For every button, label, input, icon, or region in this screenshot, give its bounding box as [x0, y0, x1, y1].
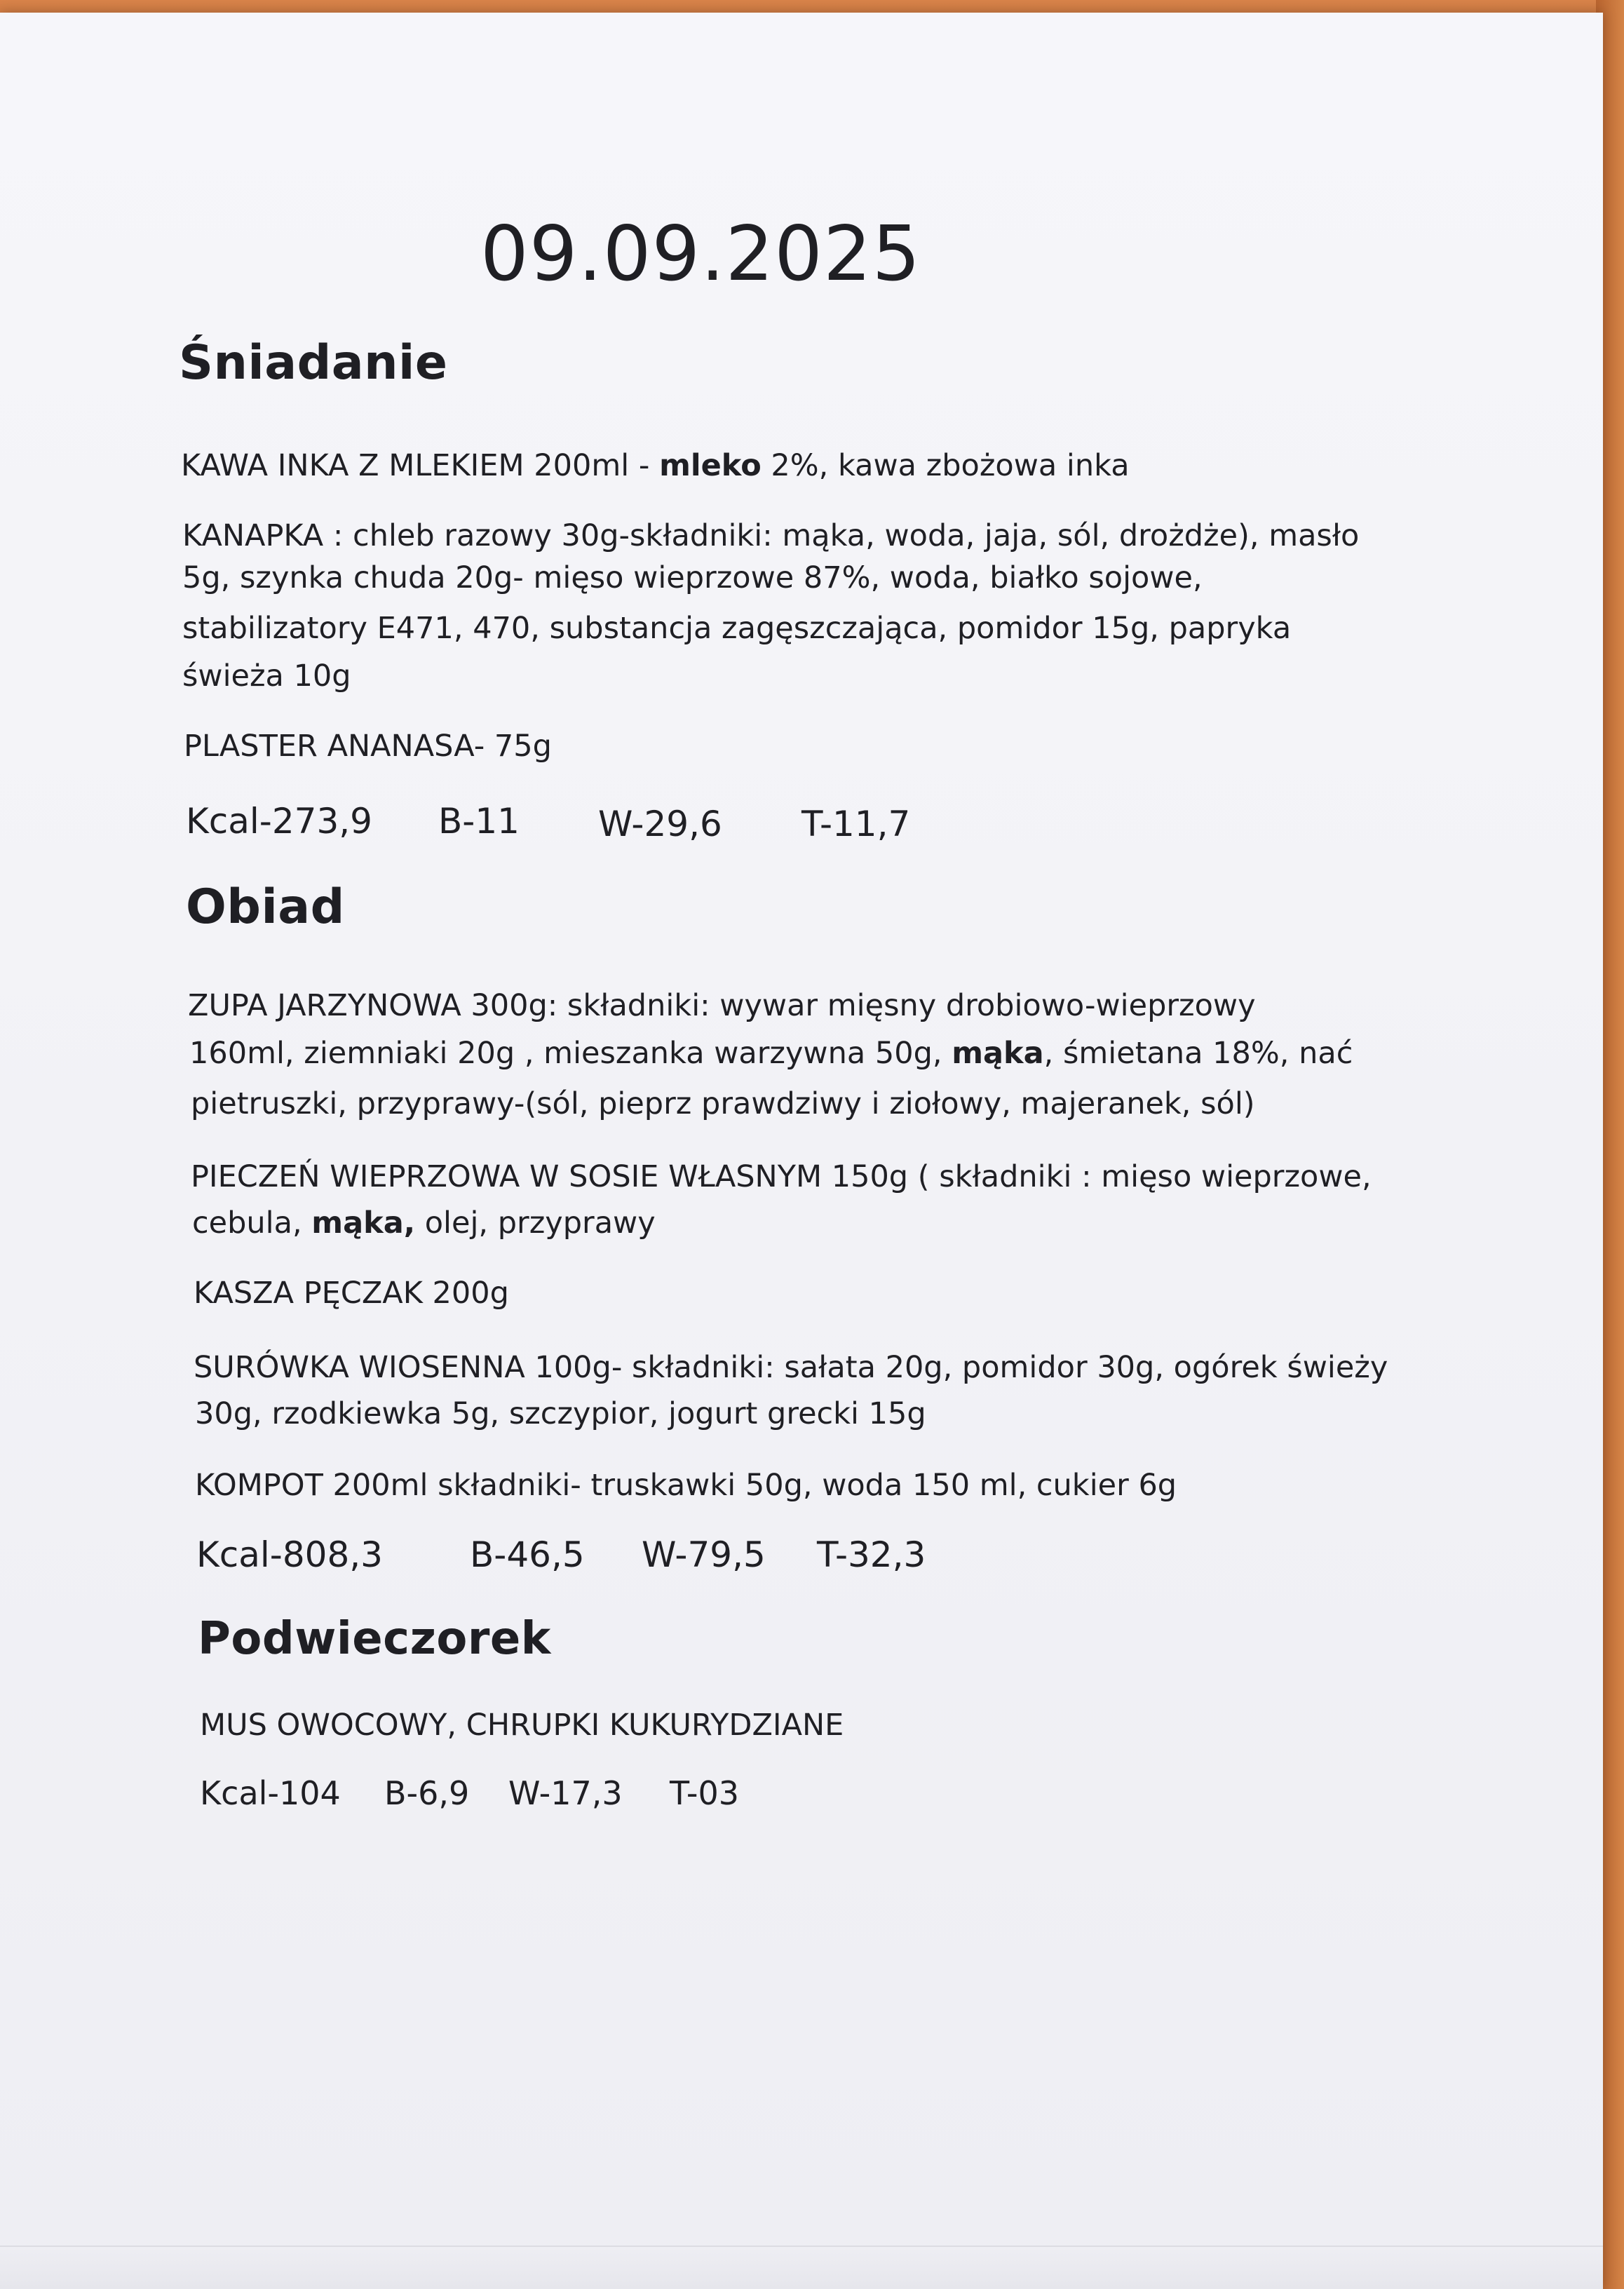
section-title-lunch: Obiad	[186, 879, 345, 935]
breakfast-sandwich-line-3: stabilizatory E471, 470, substancja zagęszczająca, pomidor 15g, papryka	[182, 611, 1292, 646]
lunch-soup-line-1: ZUPA JARZYNOWA 300g: składniki: wywar mięsny drobiowo-wieprzowy	[188, 988, 1256, 1023]
lunch-salad-line-1: SURÓWKA WIOSENNA 100g- składniki: sałata 20g, pomidor 30g, ogórek świeży	[194, 1350, 1388, 1385]
breakfast-coffee: KAWA INKA Z MLEKIEM 200ml - mleko 2%, kawa zbożowa inka	[181, 448, 1130, 483]
lunch-carbs: W-79,5	[642, 1534, 766, 1575]
breakfast-kcal: Kcal-273,9	[186, 801, 372, 842]
breakfast-sandwich-line-1: KANAPKA : chleb razowy 30g-składniki: mąka, woda, jaja, sól, drożdże), masło	[182, 518, 1360, 553]
snack-protein: B-6,9	[384, 1774, 470, 1812]
breakfast-pineapple: PLASTER ANANASA- 75g	[184, 729, 552, 764]
lunch-roast-line-1: PIECZEŃ WIEPRZOWA W SOSIE WŁASNYM 150g ( składniki : mięso wieprzowe,	[191, 1159, 1372, 1194]
breakfast-carbs: W-29,6	[598, 804, 722, 844]
paper-fold	[0, 2246, 1603, 2289]
lunch-roast-line-2: cebula, mąka, olej, przyprawy	[192, 1206, 656, 1241]
snack-carbs: W-17,3	[508, 1774, 623, 1812]
section-title-snack: Podwieczorek	[198, 1613, 551, 1665]
lunch-fat: T-32,3	[817, 1534, 926, 1575]
lunch-soup-line-2: 160ml, ziemniaki 20g , mieszanka warzywna 50g, mąka, śmietana 18%, nać	[189, 1036, 1353, 1071]
section-title-breakfast: Śniadanie	[179, 335, 448, 391]
snack-items: MUS OWOCOWY, CHRUPKI KUKURYDZIANE	[200, 1708, 844, 1743]
lunch-kcal: Kcal-808,3	[196, 1534, 383, 1575]
breakfast-sandwich-line-4: świeża 10g	[182, 659, 351, 694]
lunch-protein: B-46,5	[470, 1534, 585, 1575]
breakfast-sandwich-line-2: 5g, szynka chuda 20g- mięso wieprzowe 87%, woda, białko sojowe,	[182, 560, 1203, 595]
lunch-compote: KOMPOT 200ml składniki- truskawki 50g, woda 150 ml, cukier 6g	[195, 1468, 1177, 1503]
lunch-groats: KASZA PĘCZAK 200g	[194, 1276, 509, 1311]
snack-fat: T-03	[670, 1774, 740, 1812]
lunch-soup-line-3: pietruszki, przyprawy-(sól, pieprz prawdziwy i ziołowy, majeranek, sól)	[191, 1086, 1255, 1121]
snack-kcal: Kcal-104	[200, 1774, 341, 1812]
breakfast-fat: T-11,7	[801, 804, 911, 844]
lunch-salad-line-2: 30g, rzodkiewka 5g, szczypior, jogurt grecki 15g	[195, 1396, 926, 1431]
menu-date: 09.09.2025	[480, 210, 921, 298]
breakfast-protein: B-11	[438, 801, 520, 842]
